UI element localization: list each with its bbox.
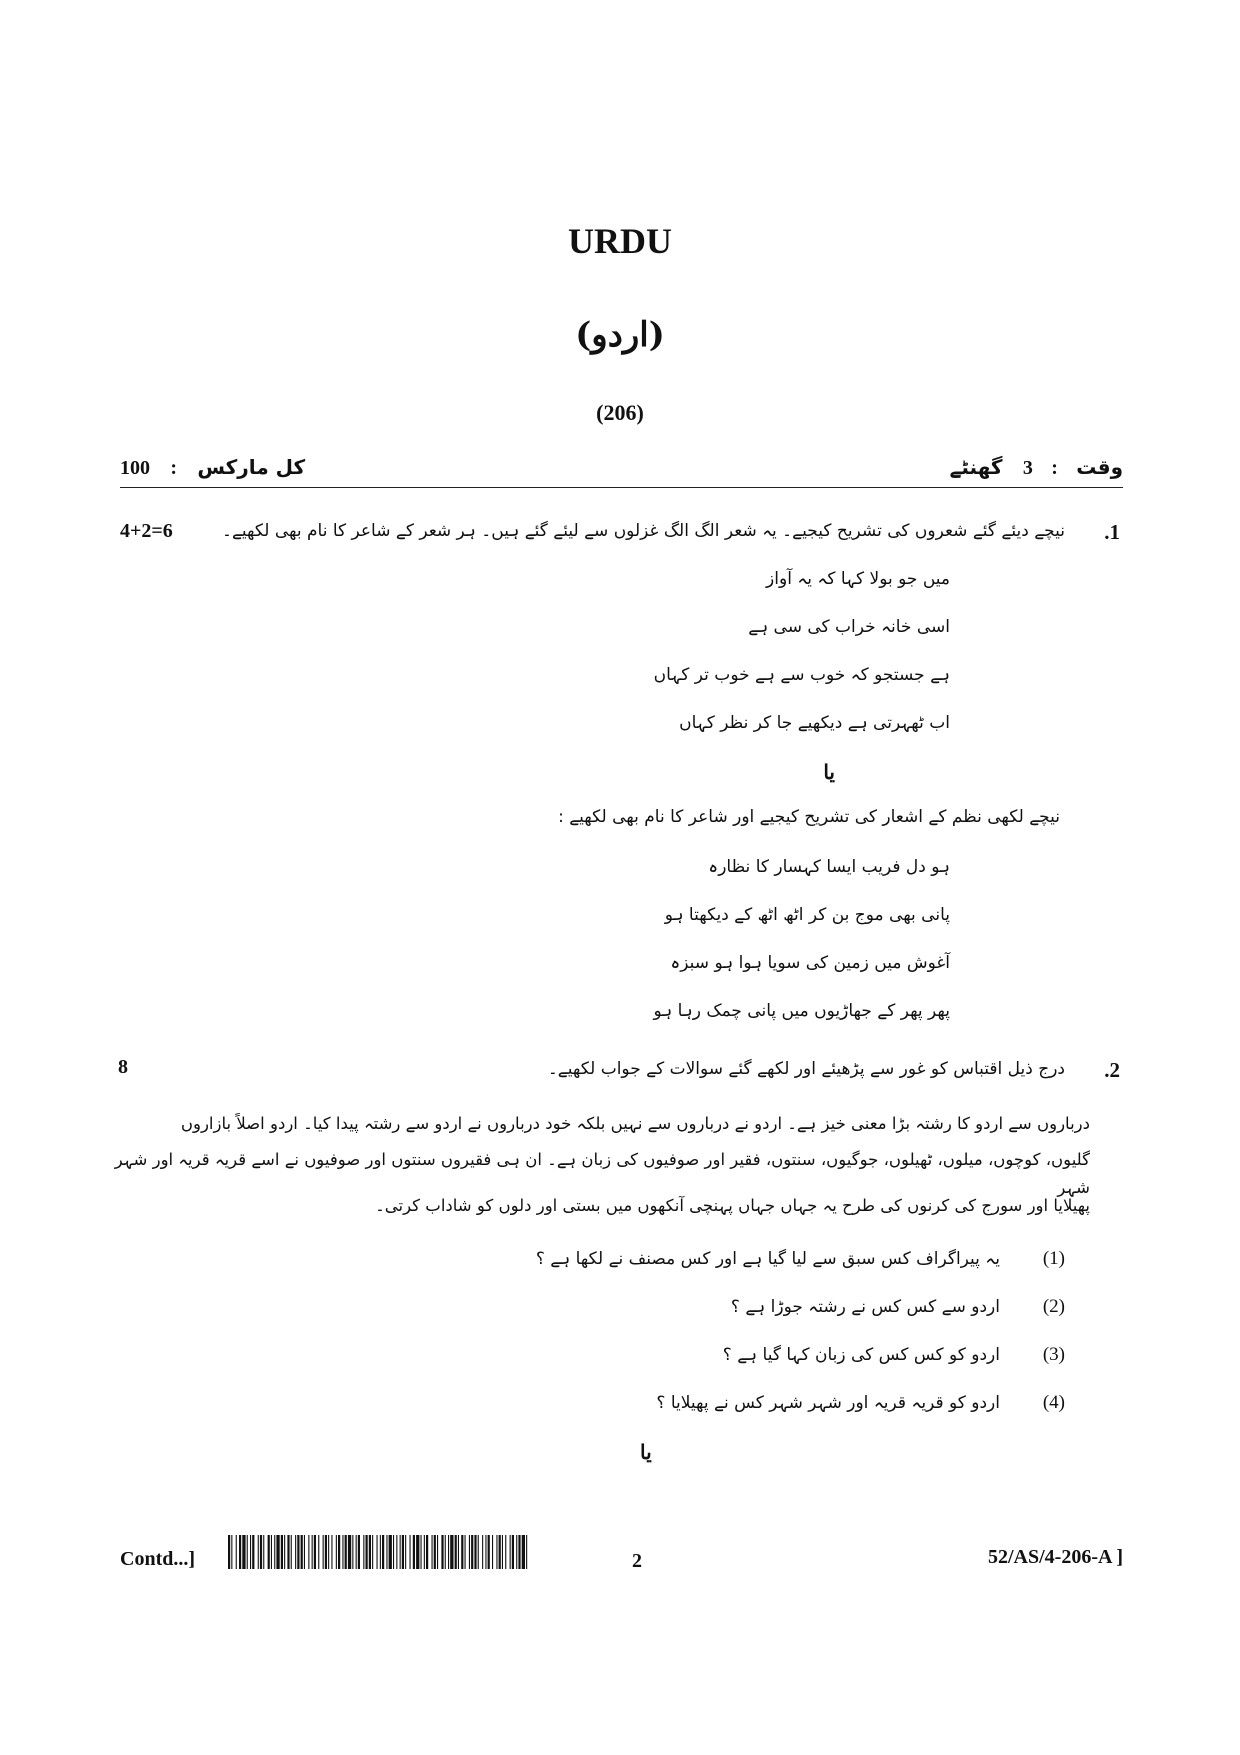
q1-verse-b-2: پانی بھی موج بن کر اٹھ اٹھ کے دیکھتا ہو	[664, 905, 950, 925]
q1-verse-a-2: اسی خانہ خراب کی سی ہے	[748, 617, 950, 637]
q2-number: .2	[1104, 1058, 1120, 1082]
q1-verse-a-1: میں جو بولا کہا کہ یہ آواز	[766, 569, 950, 589]
page-subtitle-urdu: (اردو)	[575, 315, 665, 355]
q2-marks: 8	[118, 1056, 128, 1078]
paper-code: 52/AS/4-206-A ]	[988, 1546, 1123, 1568]
time-label: وقت	[1076, 455, 1123, 479]
q2-sub-1-text: یہ پیراگراف کس سبق سے لیا گیا ہے اور کس مصنف نے لکھا ہے ؟	[535, 1249, 1000, 1269]
barcode-image	[228, 1535, 528, 1569]
footer-contd: Contd...]	[120, 1548, 196, 1570]
q2-sub-2-text: اردو سے کس کس نے رشتہ جوڑا ہے ؟	[730, 1297, 1000, 1317]
q2-paragraph-line-2: گلیوں، کوچوں، میلوں، ٹھیلوں، جوگیوں، سنتوں، فقیر اور صوفیوں کی زبان ہے۔ ان ہی فقیروں سنتوں اور صوفیوں نے اسے قریہ قریہ اور شہر شہر	[114, 1150, 1090, 1197]
q2-sub-2-number: (2)	[1042, 1296, 1065, 1317]
q2-instruction: درج ذیل اقتباس کو غور سے پڑھیئے اور لکھے گئے سوالات کے جواب لکھیے۔	[547, 1059, 1065, 1079]
q1-verse-b-1: ہو دل فریب ایسا کہسار کا نظارہ	[708, 857, 950, 877]
time-separator: :	[1051, 457, 1058, 479]
q2-paragraph-line-3: پھیلایا اور سورج کی کرنوں کی طرح یہ جہاں جہاں پہنچی آنکھوں میں بستی اور دلوں کو شاداب کرتی۔	[375, 1196, 1090, 1215]
max-marks-separator: :	[170, 457, 178, 479]
q1-instruction: نیچے دیئے گئے شعروں کی تشریح کیجیے۔ یہ شعر الگ الگ غزلوں سے لیئے گئے ہیں۔ ہر شعر کے شاعر کا نام بھی لکھیے۔	[222, 521, 1065, 541]
q2-sub-4-text: اردو کو قریہ قریہ اور شہر شہر کس نے پھیلایا ؟	[656, 1393, 1000, 1413]
page-title: URDU	[568, 221, 672, 261]
q2-or-label: یا	[640, 1440, 652, 1464]
header-divider	[120, 487, 1123, 488]
q2-sub-1-number: (1)	[1042, 1248, 1065, 1269]
exam-info-row	[120, 455, 1123, 485]
time-value: 3	[1022, 457, 1033, 479]
q1-or-label: یا	[823, 760, 835, 784]
time-unit: گھنٹے	[949, 455, 1003, 479]
q2-sub-3-text: اردو کو کس کس کی زبان کہا گیا ہے ؟	[722, 1345, 1000, 1365]
subject-code: (206)	[596, 400, 644, 425]
q2-paragraph-line-1: درباروں سے اردو کا رشتہ بڑا معنی خیز ہے۔ اردو نے درباروں سے نہیں بلکہ خود درباروں نے اردو سے رشتہ پیدا کیا۔ اردو اصلاً بازاروں	[180, 1114, 1090, 1133]
q2-sub-4-number: (4)	[1042, 1392, 1065, 1413]
max-marks-value: 100	[120, 457, 150, 479]
q1-verse-b-3: آغوش میں زمین کی سویا ہوا ہو سبزہ	[670, 953, 950, 973]
time-allowed	[950, 455, 1123, 480]
q1-marks: 4+2=6	[120, 520, 173, 542]
max-marks	[120, 455, 305, 480]
q1-verse-a-3: ہے جستجو کہ خوب سے ہے خوب تر کہاں	[653, 665, 950, 685]
q1-number: .1	[1104, 520, 1120, 544]
q1-verse-a-4: اب ٹھہرتی ہے دیکھیے جا کر نظر کہاں	[679, 713, 950, 733]
page-number: 2	[632, 1550, 642, 1572]
q2-sub-3-number: (3)	[1042, 1344, 1065, 1365]
q1-verse-b-4: پھر پھر کے جھاڑیوں میں پانی چمک رہا ہو	[653, 1001, 950, 1021]
max-marks-label: کل مارکس	[197, 455, 306, 479]
q1-instruction-b: نیچے لکھی نظم کے اشعار کی تشریح کیجیے اور شاعر کا نام بھی لکھیے :	[558, 807, 1060, 827]
